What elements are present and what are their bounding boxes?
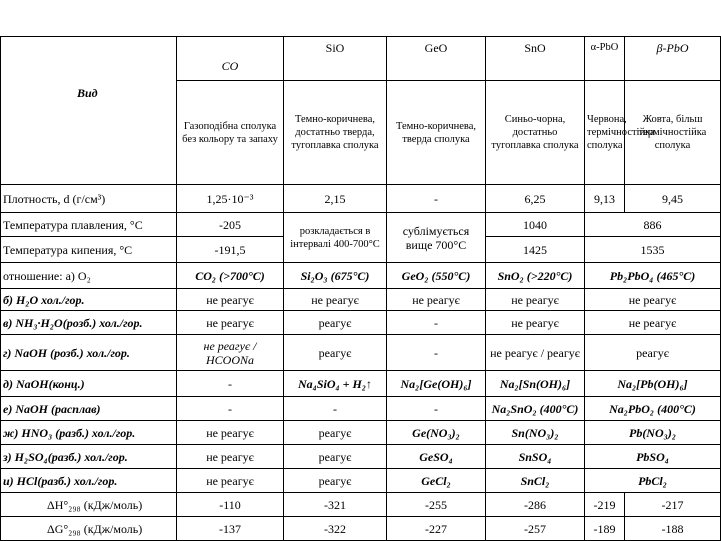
- header-co: CO: [177, 37, 284, 81]
- naoh-conc-geo: Na₂[Ge(OH)₆]: [387, 371, 486, 397]
- h2so4-pbo: PbSO₄: [585, 445, 721, 469]
- appearance-co: Газоподібна сполука без кольору та запаху: [177, 81, 284, 185]
- hno3-sio: реагує: [284, 421, 387, 445]
- h2so4-geo: GeSO₄: [387, 445, 486, 469]
- dg-beta-pbo: -188: [625, 517, 721, 541]
- nh3-label: в) NH₃·H₂O(розб.) хол./гор.: [1, 311, 177, 335]
- dg-label: ΔG°₂₉₈ (кДж/моль): [1, 517, 177, 541]
- hcl-geo: GeCl₂: [387, 469, 486, 493]
- melting-sno: 1040: [486, 213, 585, 237]
- naoh-melt-sno: Na₂SnO₂ (400°C): [486, 397, 585, 421]
- appearance-alpha-pbo: Червона, термічностійка сполука: [585, 81, 625, 185]
- naoh-conc-sno: Na₂[Sn(OH)₆]: [486, 371, 585, 397]
- properties-table: [0, 36, 720, 541]
- h2o-geo: не реагує: [387, 289, 486, 311]
- nh3-sio: реагує: [284, 311, 387, 335]
- density-beta-pbo: 9,45: [625, 185, 721, 213]
- o2-sno: SnO₂ (>220°C): [486, 263, 585, 289]
- naoh-dil-geo: -: [387, 335, 486, 371]
- hno3-geo: Ge(NO₃)₂: [387, 421, 486, 445]
- naoh-conc-sio: Na₄SiO₄ + H₂↑: [284, 371, 387, 397]
- appearance-beta-pbo: Жовта, більш термічностійка сполука: [625, 81, 721, 185]
- dg-sio: -322: [284, 517, 387, 541]
- o2-label: отношение: а) O₂: [1, 263, 177, 289]
- melting-label: Температура плавления, °С: [1, 213, 177, 237]
- header-geo: GeO: [387, 37, 486, 81]
- o2-co: CO₂ (>700°C): [177, 263, 284, 289]
- h2o-sio: не реагує: [284, 289, 387, 311]
- dg-geo: -227: [387, 517, 486, 541]
- h2o-co: не реагує: [177, 289, 284, 311]
- appearance-geo: Темно-коричнева, тверда сполука: [387, 81, 486, 185]
- melting-geo: сублімується вище 700°С: [387, 213, 486, 263]
- density-sio: 2,15: [284, 185, 387, 213]
- vid-label: Вид: [77, 86, 98, 100]
- density-label: Плотность, d (г/см³): [1, 185, 177, 213]
- hcl-label: и) HCl(разб.) хол./гор.: [1, 469, 177, 493]
- density-alpha-pbo: 9,13: [585, 185, 625, 213]
- boiling-pbo: 1535: [585, 237, 721, 263]
- h2so4-label: з) H₂SO₄(разб.) хол./гор.: [1, 445, 177, 469]
- header-beta-pbo: β-PbO: [625, 37, 721, 81]
- h2so4-sno: SnSO₄: [486, 445, 585, 469]
- hno3-label: ж) HNO₃ (разб.) хол./гор.: [1, 421, 177, 445]
- naoh-conc-label: д) NaOH(конц.): [1, 371, 177, 397]
- h2o-sno: не реагує: [486, 289, 585, 311]
- nh3-co: не реагує: [177, 311, 284, 335]
- dh-sno: -286: [486, 493, 585, 517]
- naoh-conc-pbo: Na₂[Pb(OH)₆]: [585, 371, 721, 397]
- naoh-melt-pbo: Na₂PbO₂ (400°C): [585, 397, 721, 421]
- hcl-sno: SnCl₂: [486, 469, 585, 493]
- melting-pbo: 886: [585, 213, 721, 237]
- dg-alpha-pbo: -189: [585, 517, 625, 541]
- h2so4-sio: реагує: [284, 445, 387, 469]
- dh-alpha-pbo: -219: [585, 493, 625, 517]
- h2so4-co: не реагує: [177, 445, 284, 469]
- naoh-melt-co: -: [177, 397, 284, 421]
- hcl-pbo: PbCl₂: [585, 469, 721, 493]
- nh3-geo: -: [387, 311, 486, 335]
- boiling-sno: 1425: [486, 237, 585, 263]
- hno3-pbo: Pb(NO₃)₂: [585, 421, 721, 445]
- hcl-co: не реагує: [177, 469, 284, 493]
- naoh-melt-geo: -: [387, 397, 486, 421]
- naoh-dil-label: г) NaOH (розб.) хол./гор.: [1, 335, 177, 371]
- naoh-dil-sio: реагує: [284, 335, 387, 371]
- dh-geo: -255: [387, 493, 486, 517]
- header-sno: SnO: [486, 37, 585, 81]
- o2-pbo: Pb₂PbO₄ (465°C): [585, 263, 721, 289]
- appearance-sio: Темно-коричнева, достатньо тверда, тугоплавка сполука: [284, 81, 387, 185]
- hcl-sio: реагує: [284, 469, 387, 493]
- h2o-label: б) H₂O хол./гор.: [1, 289, 177, 311]
- hno3-co: не реагує: [177, 421, 284, 445]
- o2-sio: Si₂O₃ (675°C): [284, 263, 387, 289]
- density-sno: 6,25: [486, 185, 585, 213]
- naoh-dil-pbo: реагує: [585, 335, 721, 371]
- naoh-conc-co: -: [177, 371, 284, 397]
- dh-beta-pbo: -217: [625, 493, 721, 517]
- header-sio: SiO: [284, 37, 387, 81]
- appearance-sno: Синьо-чорна, достатньо тугоплавка сполука: [486, 81, 585, 185]
- density-co: 1,25·10⁻³: [177, 185, 284, 213]
- nh3-sno: не реагує: [486, 311, 585, 335]
- melting-sio: розкладається в інтервалі 400-700°С: [284, 213, 387, 263]
- hno3-sno: Sn(NO₃)₂: [486, 421, 585, 445]
- header-corner-cell: [1, 37, 177, 185]
- dh-co: -110: [177, 493, 284, 517]
- dg-co: -137: [177, 517, 284, 541]
- naoh-dil-sno: не реагує / реагує: [486, 335, 585, 371]
- header-alpha-pbo: α-PbO: [585, 37, 625, 81]
- h2o-pbo: не реагує: [585, 289, 721, 311]
- dg-sno: -257: [486, 517, 585, 541]
- boiling-label: Температура кипения, °С: [1, 237, 177, 263]
- naoh-melt-sio: -: [284, 397, 387, 421]
- dh-sio: -321: [284, 493, 387, 517]
- density-geo: -: [387, 185, 486, 213]
- melting-co: -205: [177, 213, 284, 237]
- dh-label: ΔH°₂₉₈ (кДж/моль): [1, 493, 177, 517]
- boiling-co: -191,5: [177, 237, 284, 263]
- naoh-melt-label: е) NaOH (расплав): [1, 397, 177, 421]
- nh3-pbo: не реагує: [585, 311, 721, 335]
- o2-geo: GeO₂ (550°C): [387, 263, 486, 289]
- naoh-dil-co: не реагує / HCOONa: [177, 335, 284, 371]
